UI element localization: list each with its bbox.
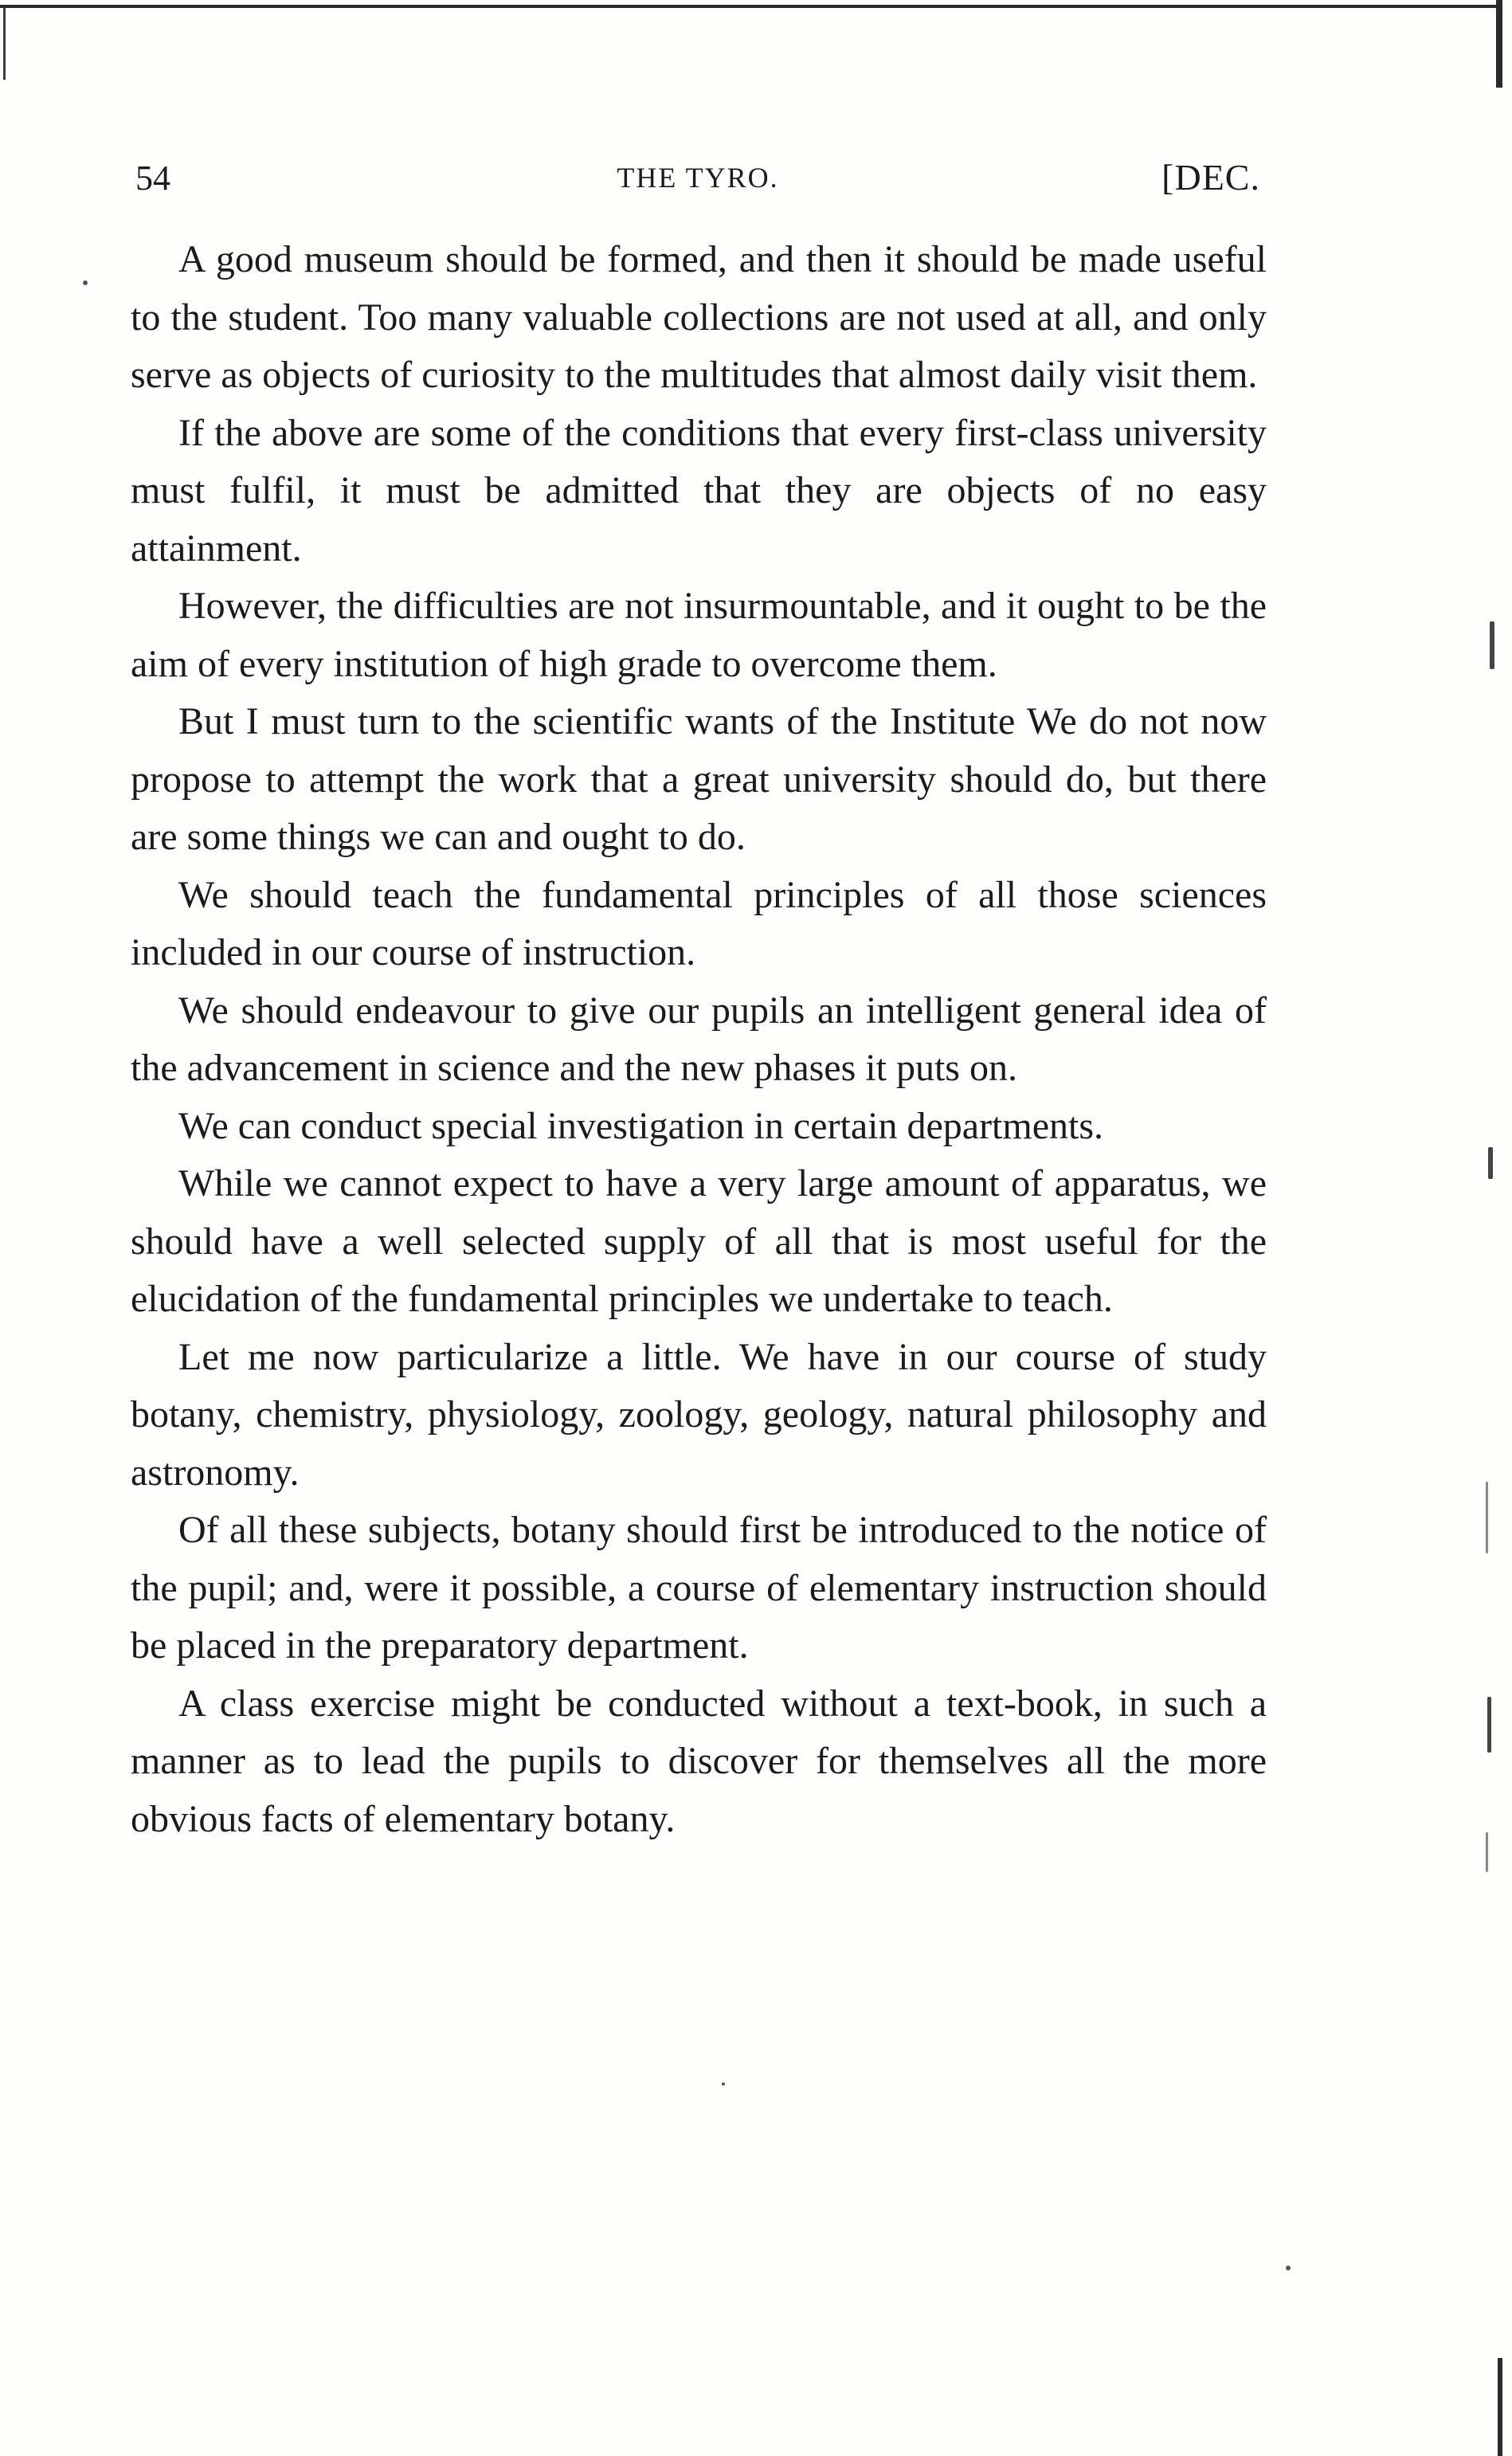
scan-right-edge-top (1496, 0, 1502, 88)
page-number: 54 (135, 159, 170, 198)
scan-speck (722, 2082, 725, 2086)
paragraph: We should teach the fundamental principles of all those sciences included in our course of instruction. (131, 873, 1267, 973)
scan-speck (1286, 2266, 1291, 2270)
paragraph: If the above are some of the conditions that every first-class university must fulfil, it must be admitted that they are objects of no easy attainment. (131, 411, 1267, 570)
paragraph: Of all these subjects, botany should first be introduced to the notice of the pupil; and, were it possible, a course of elementary instruction should be placed in the preparatory department. (131, 1509, 1267, 1667)
scan-left-mark (3, 8, 6, 80)
scan-right-edge-bottom (1498, 2358, 1502, 2456)
paragraph: We can conduct special investigation in certain departments. (178, 1104, 1104, 1147)
paragraph: A class exercise might be conducted without a text-book, in such a manner as to lead the pupils to discover for themselves all the more obvious facts of elementary botany. (131, 1682, 1267, 1840)
scan-speck (83, 280, 88, 285)
scan-top-border (0, 5, 1498, 8)
article-body (131, 231, 1267, 1848)
journal-title: THE TYRO. (617, 162, 779, 194)
running-head (127, 158, 1268, 206)
scan-artifact (1487, 1697, 1491, 1753)
paragraph: We should endeavour to give our pupils an intelligent general idea of the advancement in science and the new phases it puts on. (131, 989, 1267, 1089)
scan-artifact (1490, 621, 1494, 669)
paragraph: A good museum should be formed, and then it should be made useful to the student. Too many valuable collections are not used at all, and only serve as objects of curiosity to the multitudes that almost daily visit them. (131, 238, 1267, 396)
paragraph: While we cannot expect to have a very large amount of apparatus, we should have a well selected supply of all that is most useful for the elucidation of the fundamental principles we undertake to teach. (131, 1162, 1267, 1320)
scan-artifact (1488, 1147, 1493, 1179)
paragraph: Let me now particularize a little. We have in our course of study botany, chemistry, physiology, zoology, geology, natural philosophy and astronomy. (131, 1335, 1267, 1494)
issue-month: [DEC. (1161, 157, 1260, 198)
paragraph: But I must turn to the scientific wants of the Institute We do not now propose to attempt the work that a great university should do, but there are some things we can and ought to do. (131, 700, 1267, 858)
scan-artifact (1486, 1832, 1488, 1872)
paragraph: However, the difficulties are not insurmountable, and it ought to be the aim of every institution of high grade to overcome them. (131, 585, 1267, 685)
scan-artifact (1486, 1482, 1488, 1553)
